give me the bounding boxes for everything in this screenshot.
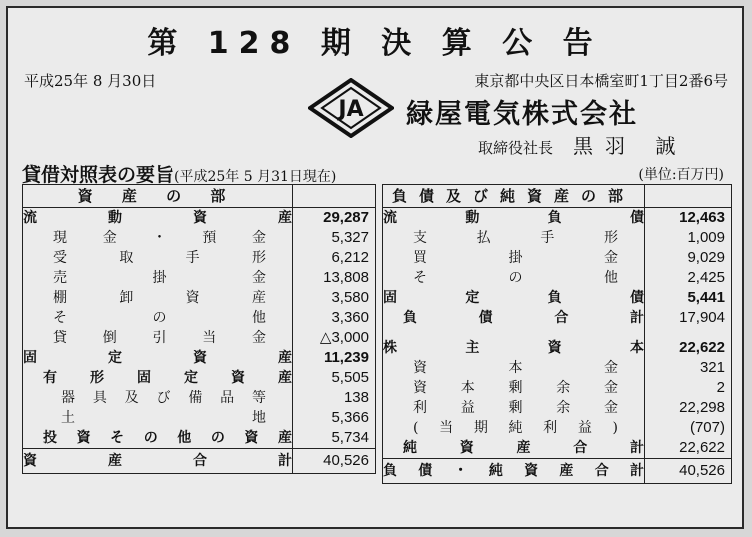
row-label-text: そ の 他 <box>413 270 618 286</box>
liabilities-row-amount: 2 <box>645 378 732 398</box>
liabilities-row-label <box>383 418 645 438</box>
liabilities-row-amount: 1,009 <box>645 228 732 248</box>
table-row <box>383 248 732 268</box>
assets-row-amount: 6,212 <box>293 248 376 268</box>
table-row <box>383 358 732 378</box>
table-row <box>383 308 732 328</box>
table-row <box>23 348 376 368</box>
liabilities-table <box>382 184 732 484</box>
table-row <box>383 228 732 248</box>
table-row <box>383 378 732 398</box>
row-label-text: 棚 卸 資 産 <box>53 290 266 306</box>
assets-row-label <box>23 228 293 248</box>
row-label-text: 現 金 ・ 預 金 <box>53 230 266 246</box>
assets-header: 資 産 の 部 <box>23 185 293 208</box>
liabilities-amount-header <box>645 185 732 208</box>
row-label-text: 流 動 資 産 <box>23 210 292 226</box>
table-row <box>23 408 376 428</box>
liabilities-row-amount: (707) <box>645 418 732 438</box>
table-row <box>383 338 732 358</box>
assets-table <box>22 184 376 474</box>
liabilities-row-amount: 17,904 <box>645 308 732 328</box>
notice-date: 平成25年 8 月30日 <box>24 72 157 90</box>
assets-row-label <box>23 248 293 268</box>
table-row <box>383 438 732 459</box>
assets-row-label <box>23 408 293 428</box>
assets-row-label <box>23 449 293 474</box>
assets-row-amount: 11,239 <box>293 348 376 368</box>
liabilities-row-label <box>383 328 645 338</box>
unit-label: (単位:百万円) <box>638 167 724 183</box>
row-label-text: 利 益 剰 余 金 <box>413 400 618 416</box>
table-row <box>23 208 376 229</box>
liabilities-row-amount: 22,298 <box>645 398 732 418</box>
liabilities-row-label <box>383 288 645 308</box>
row-label-text: 株 主 資 本 <box>383 340 644 356</box>
liabilities-row-amount: 9,029 <box>645 248 732 268</box>
liabilities-row-label <box>383 308 645 328</box>
assets-row-label <box>23 308 293 328</box>
row-label-text: 資 産 合 計 <box>23 453 292 469</box>
table-row <box>23 368 376 388</box>
table-row <box>23 308 376 328</box>
company-logo <box>308 78 394 138</box>
balance-sheet-title <box>22 160 336 187</box>
table-row <box>23 248 376 268</box>
liabilities-row-amount: 40,526 <box>645 459 732 484</box>
table-row <box>23 328 376 348</box>
liabilities-row-amount: 12,463 <box>645 208 732 229</box>
assets-row-label <box>23 428 293 449</box>
liabilities-row-label <box>383 338 645 358</box>
representative <box>478 130 687 159</box>
table-row <box>23 288 376 308</box>
liabilities-row-label <box>383 438 645 459</box>
assets-row-amount: 3,360 <box>293 308 376 328</box>
row-label-text: 投 資 そ の 他 の 資 産 <box>43 430 292 446</box>
assets-row-amount: 5,366 <box>293 408 376 428</box>
balance-sheet-heading: 貸借対照表の要旨 <box>22 164 175 186</box>
row-label-text: 受 取 手 形 <box>53 250 266 266</box>
row-label-text: 固 定 負 債 <box>383 290 644 306</box>
table-row <box>383 268 732 288</box>
assets-amount-header <box>293 185 376 208</box>
assets-row-label <box>23 288 293 308</box>
assets-row-amount: 40,526 <box>293 449 376 474</box>
representative-name: 黒羽 誠 <box>573 134 688 158</box>
row-label-text: 支 払 手 形 <box>413 230 618 246</box>
assets-row-amount: 3,580 <box>293 288 376 308</box>
assets-total-row <box>23 449 376 474</box>
row-label-text: 買 掛 金 <box>413 250 618 266</box>
liabilities-row-amount: 2,425 <box>645 268 732 288</box>
assets-row-amount: 5,734 <box>293 428 376 449</box>
representative-role: 取締役社長 <box>478 139 554 157</box>
assets-row-amount: 29,287 <box>293 208 376 229</box>
company-name: 緑屋電気株式会社 <box>406 99 638 130</box>
assets-row-label <box>23 328 293 348</box>
assets-row-amount: 13,808 <box>293 268 376 288</box>
table-row <box>23 228 376 248</box>
table-row <box>383 418 732 438</box>
assets-row-label <box>23 348 293 368</box>
row-label-text: 土 地 <box>61 410 266 426</box>
company-address: 東京都中央区日本橋室町1丁目2番6号 <box>474 72 728 90</box>
row-label-text: 負 債 ・ 純 資 産 合 計 <box>383 463 644 479</box>
assets-row-amount: 5,505 <box>293 368 376 388</box>
row-label-text: 流 動 負 債 <box>383 210 644 226</box>
liabilities-header: 負債及び純資産の部 <box>383 185 645 208</box>
settlement-notice <box>6 6 744 529</box>
liabilities-row-amount <box>645 328 732 338</box>
liabilities-row-label <box>383 268 645 288</box>
table-row <box>23 428 376 449</box>
liabilities-row-label <box>383 248 645 268</box>
table-row <box>23 268 376 288</box>
liabilities-row-label <box>383 208 645 229</box>
row-label-text: 固 定 資 産 <box>23 350 292 366</box>
table-row <box>383 288 732 308</box>
row-label-text: 負 債 合 計 <box>403 310 644 326</box>
logo-text: JA <box>338 97 364 122</box>
row-label-text: ( 当 期 純 利 益 ) <box>413 420 618 436</box>
assets-row-label <box>23 208 293 229</box>
table-row <box>383 398 732 418</box>
row-label-text: 器 具 及 び 備 品 等 <box>61 390 266 406</box>
assets-row-label <box>23 368 293 388</box>
liabilities-total-row <box>383 459 732 484</box>
assets-row-label <box>23 388 293 408</box>
liabilities-row-amount: 5,441 <box>645 288 732 308</box>
row-label-text: 純 資 産 合 計 <box>403 440 644 456</box>
table-row <box>23 388 376 408</box>
row-label-text: 有 形 固 定 資 産 <box>43 370 292 386</box>
page-title: 第 128 期 決 算 公 告 <box>147 26 603 61</box>
row-label-text: 売 掛 金 <box>53 270 266 286</box>
row-label-text: 貸 倒 引 当 金 <box>53 330 266 346</box>
assets-row-amount: 138 <box>293 388 376 408</box>
liabilities-row-amount: 321 <box>645 358 732 378</box>
liabilities-row-amount: 22,622 <box>645 438 732 459</box>
liabilities-row-amount: 22,622 <box>645 338 732 358</box>
row-label-text: 資 本 金 <box>413 360 618 376</box>
liabilities-row-label <box>383 228 645 248</box>
liabilities-row-label <box>383 398 645 418</box>
row-label-text: そ の 他 <box>53 310 266 326</box>
liabilities-row-label <box>383 378 645 398</box>
liabilities-row-label <box>383 459 645 484</box>
table-row <box>383 328 732 338</box>
liabilities-row-label <box>383 358 645 378</box>
assets-row-amount: 5,327 <box>293 228 376 248</box>
row-label-text: 資 本 剰 余 金 <box>413 380 618 396</box>
assets-row-label <box>23 268 293 288</box>
table-row <box>383 208 732 229</box>
assets-row-amount: △3,000 <box>293 328 376 348</box>
balance-sheet-date: (平成25年 5 月31日現在) <box>174 169 337 185</box>
